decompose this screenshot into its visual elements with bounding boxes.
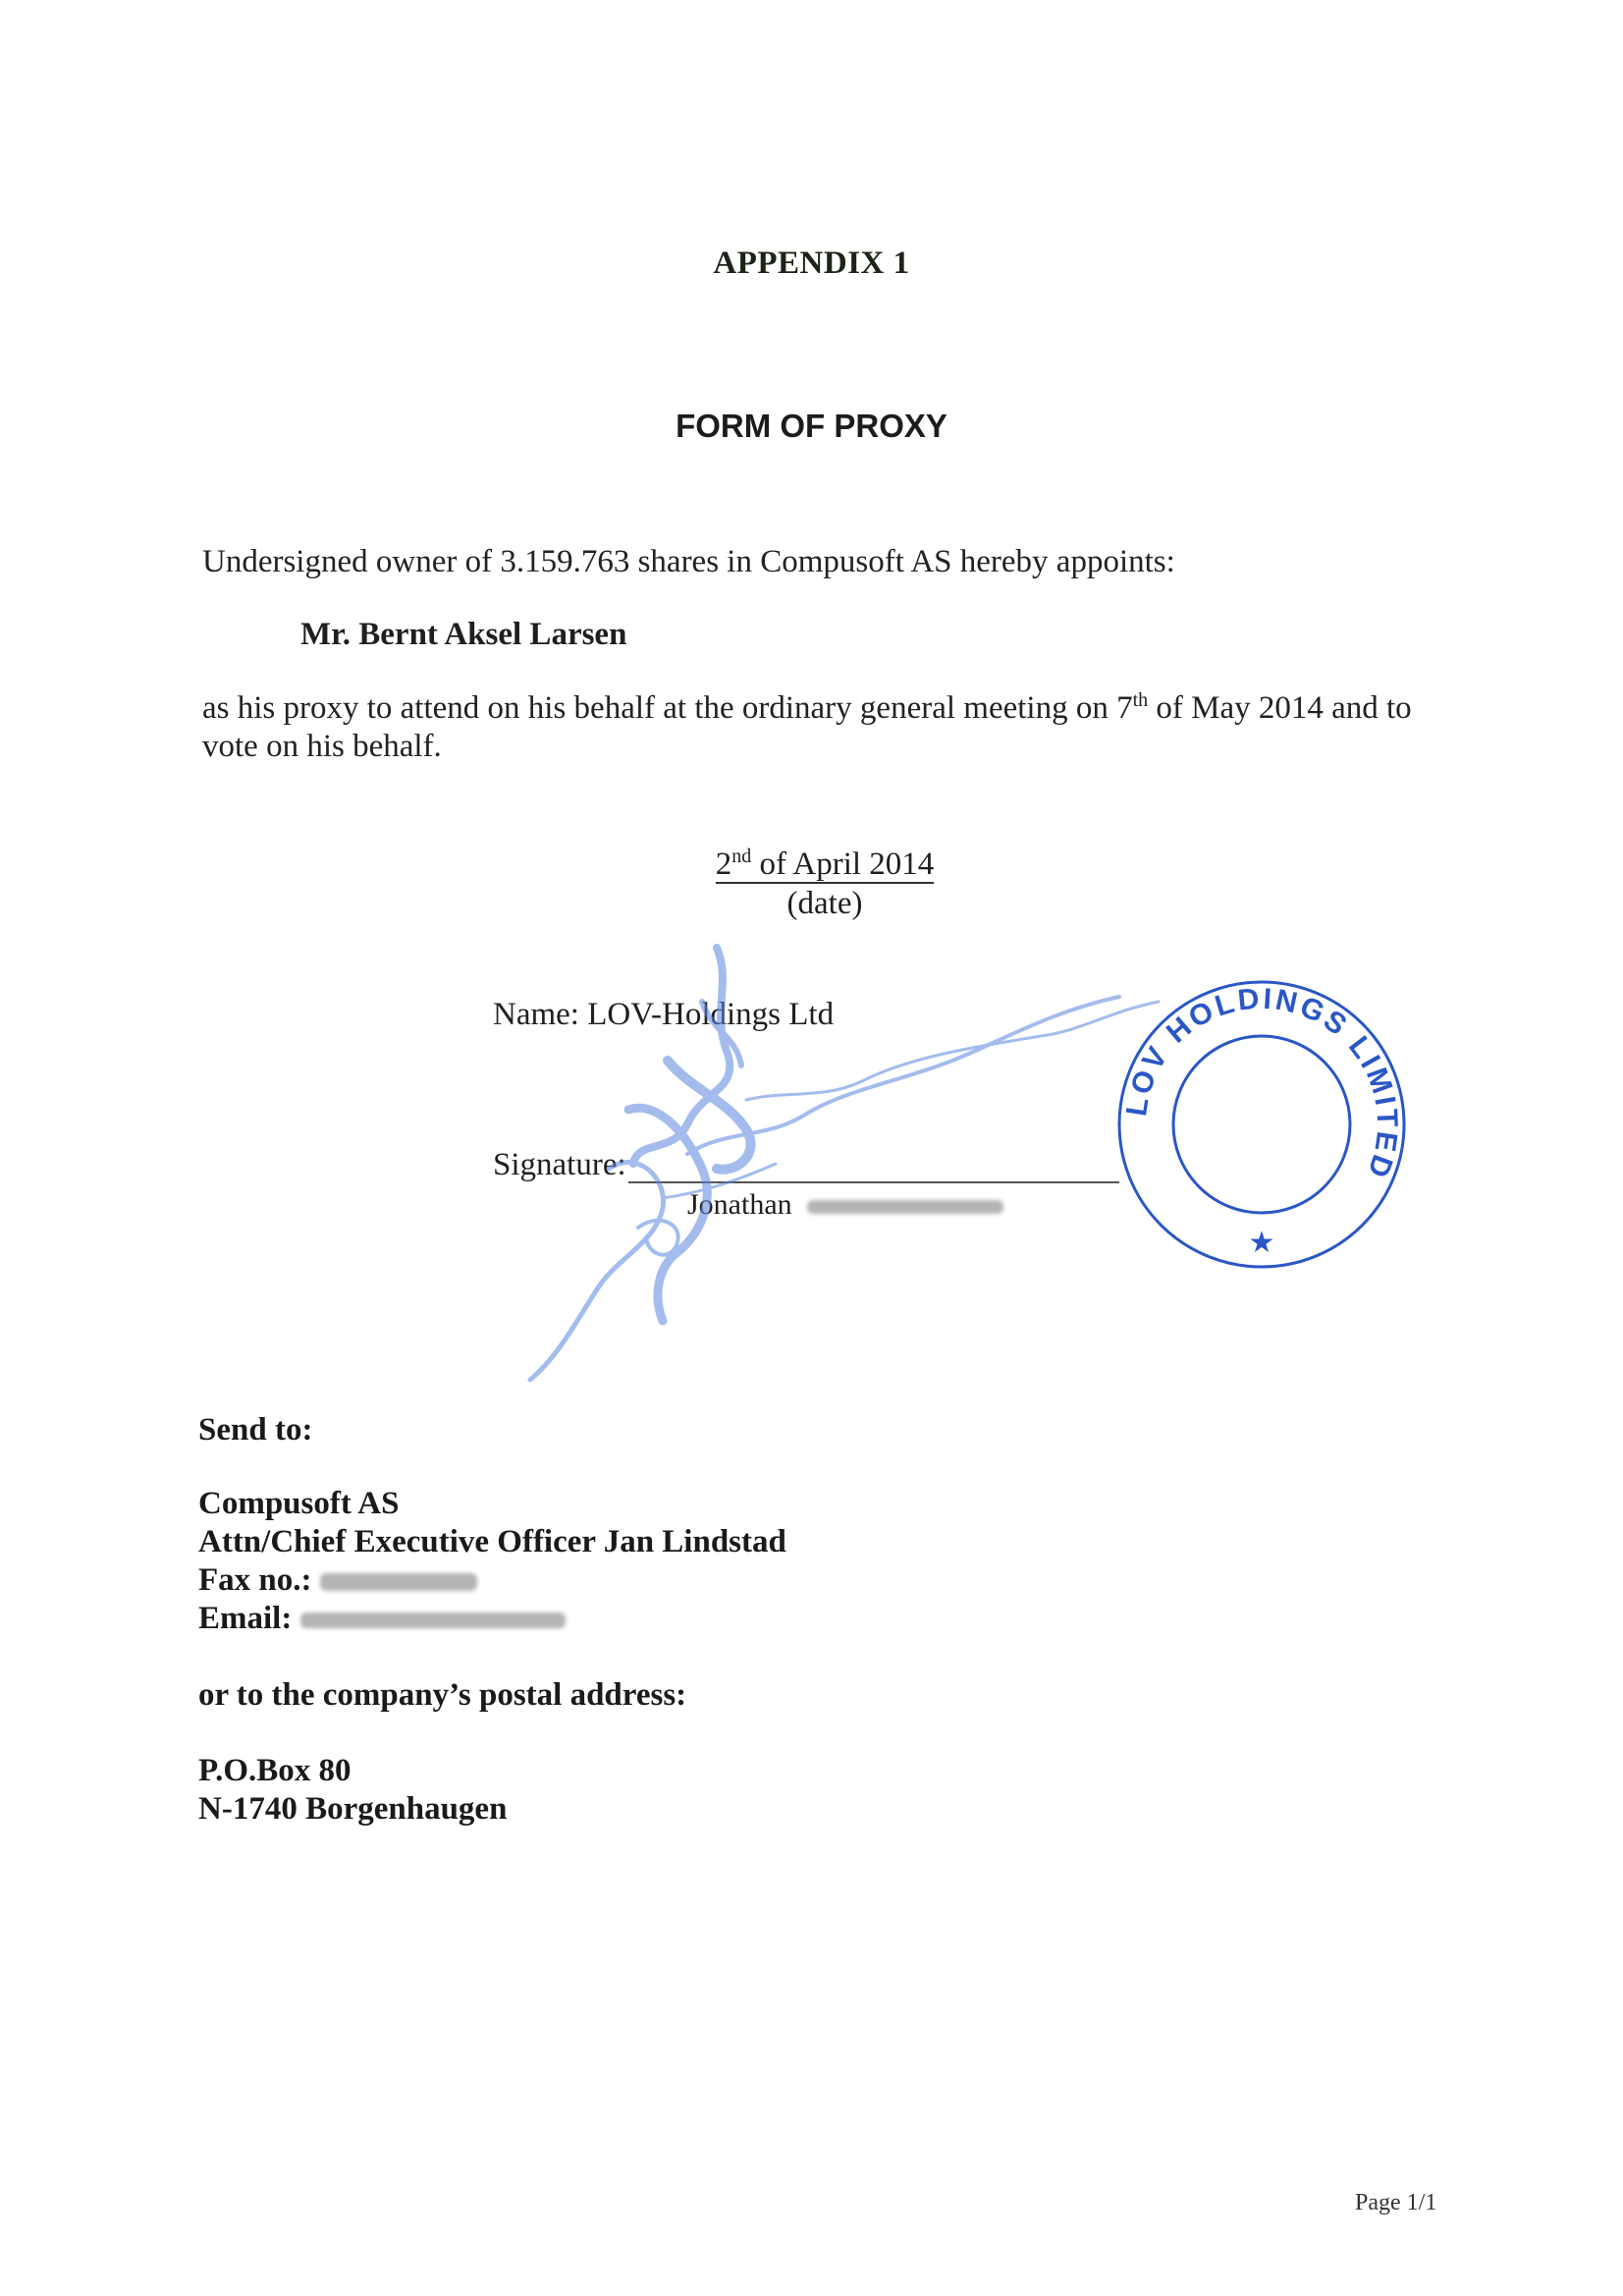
fax-line [198, 1561, 786, 1600]
attention-line: Attn/Chief Executive Officer Jan Lindstad [198, 1524, 786, 1559]
date-label: (date) [786, 886, 863, 921]
redacted-email [300, 1613, 566, 1628]
send-to-address [198, 1485, 786, 1638]
date-rest: of April 2014 [751, 847, 935, 882]
form-title: FORM OF PROXY [676, 408, 947, 444]
company-name: Compusoft AS [198, 1486, 400, 1521]
intro-paragraph: Undersigned owner of 3.159.763 shares in Compusoft AS hereby appoints: [202, 544, 1175, 579]
signer-first-name: Jonathan [687, 1188, 792, 1221]
company-stamp [1109, 972, 1414, 1277]
signature-stroke [746, 1002, 1159, 1100]
signature-stroke [668, 1061, 751, 1170]
proxy-paragraph [202, 689, 1479, 766]
postal-address-label: or to the company’s postal address: [198, 1677, 687, 1713]
appendix-heading: APPENDIX 1 [713, 246, 910, 281]
signature-stroke [530, 1163, 664, 1380]
postal-city: N-1740 Borgenhaugen [198, 1791, 508, 1827]
proxy-date-suffix: th [1132, 689, 1149, 711]
proxy-text-part: vote on his behalf. [202, 729, 442, 764]
email-label: Email: [198, 1601, 293, 1636]
date-value [716, 847, 935, 884]
proxy-text-part: as his proxy to attend on his behalf at the ordinary general meeting on 7 [202, 690, 1133, 726]
star-icon: ★ [1248, 1226, 1275, 1260]
send-to-label: Send to: [198, 1412, 313, 1448]
postal-address [198, 1752, 507, 1829]
date-suffix: nd [731, 846, 752, 867]
signature-label: Signature: [493, 1147, 626, 1182]
stamp-inner-ring [1173, 1036, 1350, 1213]
proxy-text-part: of May 2014 and to [1148, 690, 1412, 726]
date-block [0, 845, 1623, 923]
po-box: P.O.Box 80 [198, 1753, 352, 1788]
date-day: 2 [715, 847, 732, 882]
email-line [198, 1600, 786, 1638]
stamp-text-path: LOV HOLDINGS LIMITED [1120, 982, 1404, 1184]
redacted-fax [320, 1573, 477, 1591]
signatory-name-line: Name: LOV-Holdings Ltd [493, 997, 835, 1032]
appointee-name: Mr. Bernt Aksel Larsen [300, 617, 627, 652]
page-number: Page 1/1 [1355, 2190, 1437, 2215]
fax-label: Fax no.: [198, 1562, 312, 1598]
stamp-text [1120, 982, 1403, 1183]
